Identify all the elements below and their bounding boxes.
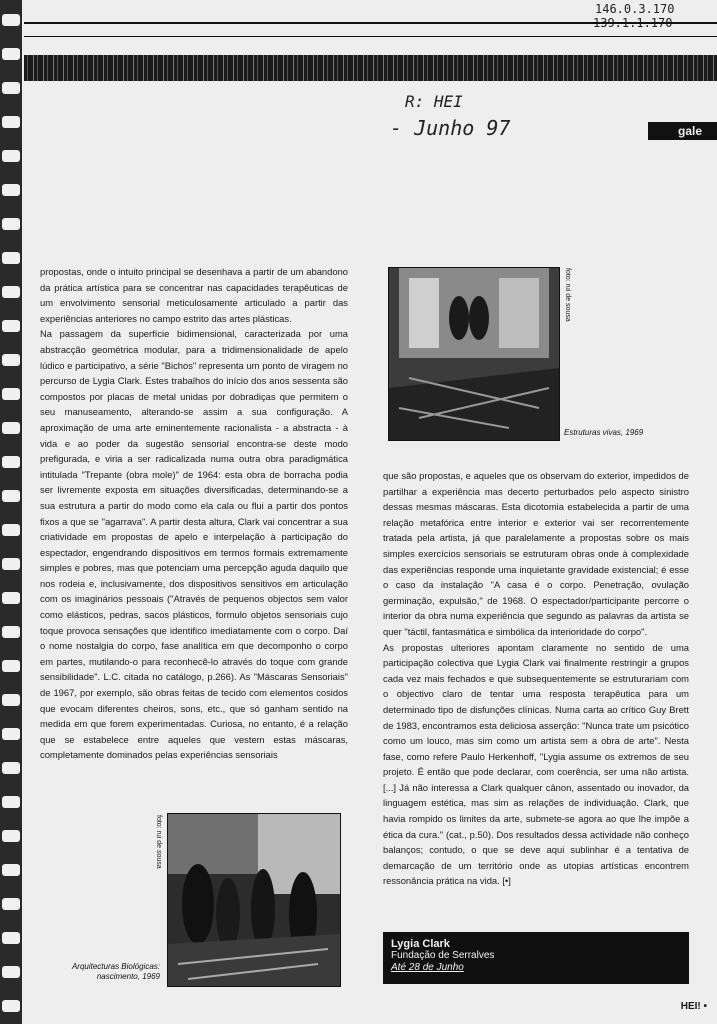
binding-coil <box>2 660 20 672</box>
photo-caption-bottom-2: nascimento, 1969 <box>96 972 160 981</box>
binding-coil <box>2 932 20 944</box>
left-text-column <box>40 264 348 788</box>
binding-coil <box>2 524 20 536</box>
binding-coil <box>2 388 20 400</box>
photo-credit-top: foto: rui de sousa <box>564 268 571 322</box>
binding-coil <box>2 966 20 978</box>
venue-name: Fundação de Serralves <box>391 950 495 961</box>
binding-coil <box>2 490 20 502</box>
photo-credit-bottom: foto: rui de sousa <box>155 815 162 869</box>
binding-coil <box>2 694 20 706</box>
handwritten-reference-1: 146.0.3.170 <box>595 2 675 16</box>
photo-image <box>168 814 340 986</box>
photo-caption-bottom-1: Arquitecturas Biológicas: <box>71 962 160 971</box>
handwritten-note-2: - Junho 97 <box>390 116 511 140</box>
artist-name: Lygia Clark <box>391 938 450 950</box>
header-pattern-bar <box>24 55 717 81</box>
binding-coil <box>2 48 20 60</box>
binding-coil <box>2 898 20 910</box>
binding-coil <box>2 150 20 162</box>
binding-coil <box>2 796 20 808</box>
binding-coil <box>2 558 20 570</box>
paragraph: As propostas ulteriores apontam claramente no sentido de uma participação colectiva que Lygia Clark vai finalmente restringir a grupos cada vez mais fechados e que subsequentemente se estruturariam com o objectivo claro de tentar uma resposta terapêutica para um determinado tipo de disfunções clínicas. Numa carta ao crítico Guy Brett de 1983, encontramos esta deliciosa asserção: "Nunca trate um psicótico como um louco, mas sim como um artista sem a obra de arte". Nesta fase, como refere Paulo Herkenhoff, "Lygia assume os extremos de seu projeto. É então que pode declarar, com coerência, ser uma não artista. [...] Já não interessa a Clark qualquer cânon, assentado ou inovador, da linguagem estética, mas sim as relações de individuação. Clark, que havia rompido os limites da arte, submete-se agora ao que lhe impõe a ética da cura." (cat., p.50). Dos resultados dessa actividade não conheço balanços; contudo, o que se deve aqui sublinhar é a tentativa de demarcação de um território onde as utopias artísticas encontrem ressonância prática na vida. [•] <box>383 641 689 887</box>
header-rule-top <box>24 22 717 24</box>
paragraph: propostas, onde o intuito principal se desenhava a partir de um abandono da prática artística para se concentrar nas capacidades terapêuticas de um envolvimento sensorial meticulosamente articulado a partir das experiências anteriores no campo estrito das artes plásticas. <box>40 266 348 324</box>
binding-coil <box>2 218 20 230</box>
binding-coil <box>2 830 20 842</box>
section-tab: gale <box>648 122 717 140</box>
handwritten-note-1: R: HEI <box>405 92 463 111</box>
photo-estruturas-vivas <box>388 267 560 441</box>
photo-image <box>389 268 559 440</box>
binding-coil <box>2 1000 20 1012</box>
photo-caption-top: Estruturas vivas, 1969 <box>564 428 644 437</box>
binding-coil <box>2 82 20 94</box>
binding-coil <box>2 728 20 740</box>
binding-coil <box>2 286 20 298</box>
binding-coil <box>2 320 20 332</box>
binding-coil <box>2 422 20 434</box>
right-text-column <box>383 468 689 892</box>
binding-coil <box>2 626 20 638</box>
binding-coil <box>2 762 20 774</box>
photo-arquitecturas-biologicas <box>167 813 341 987</box>
binding-coil <box>2 116 20 128</box>
binding-coil <box>2 456 20 468</box>
binding-coil <box>2 14 20 26</box>
header-rule-thin <box>24 36 717 37</box>
binding-coil <box>2 864 20 876</box>
exhibition-infobox <box>383 932 689 984</box>
page-footer: HEI! • <box>680 1001 707 1012</box>
binding-coil <box>2 184 20 196</box>
binding-coil <box>2 252 20 264</box>
exhibition-dates: Até 28 de Junho <box>391 962 464 973</box>
spiral-binding <box>0 0 22 1024</box>
paragraph: Na passagem da superfície bidimensional, caracterizada por uma abstracção geométrica modular, para a tridimensionalidade de apelo lúdico e participativo, a série "Bichos" representa um ponto de viragem no percurso de Lygia Clark. Estes trabalhos do início dos anos sessenta são compostos por placas de metal unidas por dobradiças que permitem o seu manuseamento, alterando-se assim a sua configuração. A aproximação de uma arte eminentemente racionalista - a abstracta - à vida e ao poder da sugestão sensorial encontra-se deste modo prefigurada, e viria a ser radicalizada numa outra obra paradigmática intitulada "Trepante (obra mole)" de 1964: esta obra de borracha podia ser livremente exposta em situações diversificadas, determinando-se a sua estrutura a partir do modo como ela cala ou flui a partir dos pontos fixos a que se "agarrava". A partir desta altura, Clark vai concentrar a sua criatividade em propostas de apelo e interpelação à participação do espectador, engendrando dispositivos em termos formais extremamente simples e pobres, mas que potenciam uma percepção aguda daquilo que nos rodeia e, inclusivamente, dos dispositivos sensitivos em articulação com os imaginários pessoais ("Através de pequenos objectos sem valor como elásticos, pedras, sacos plásticos, formulo objetos sensoriais cujo toque provoca sensações que identifico imediatamente com o corpo. Daí o nome nostalgia do corpo, fase analítica em que decomponho o corpo em partes, mutilando-o para reconhecê-lo através do toque com grande sensibilidade". L.C. citada no catálogo, p.266). As "Máscaras Sensoriais" de 1967, por exemplo, são obras feitas de tecido com elementos cosidos que evocam diferentes cheiros, sons, etc., que só ganham sentido na medida em que forem experimentadas. Curiosa, no entanto, é a relação que se estabelece entre aqueles que vestem estas máscaras, completamente dominados pelas experiências sensoriais <box>40 328 348 761</box>
binding-coil <box>2 592 20 604</box>
paragraph: que são propostas, e aqueles que os observam do exterior, impedidos de partilhar a experiência mas decerto perturbados pelo aspecto sinistro dessas mesmas máscaras. Esta dicotomia estabelecida a partir de uma relação metafórica entre interior e exterior vai ser recorrentemente tratada pela artista, já que paralelamente a propostas sobre os mais simples exercícios sensoriais se estruturam obras onde à complexidade das experiências responde uma inquietante gravidade existencial; é esse o caso da instalação "A casa é o corpo. Penetração, ovulação germinação, expulsão," de 1968. O espectador/participante percorre o interior da obra numa experiência que segundo as palavras da artista se quer "táctil, fantasmática e simbólica da interioridade do corpo". <box>383 470 689 637</box>
binding-coil <box>2 354 20 366</box>
